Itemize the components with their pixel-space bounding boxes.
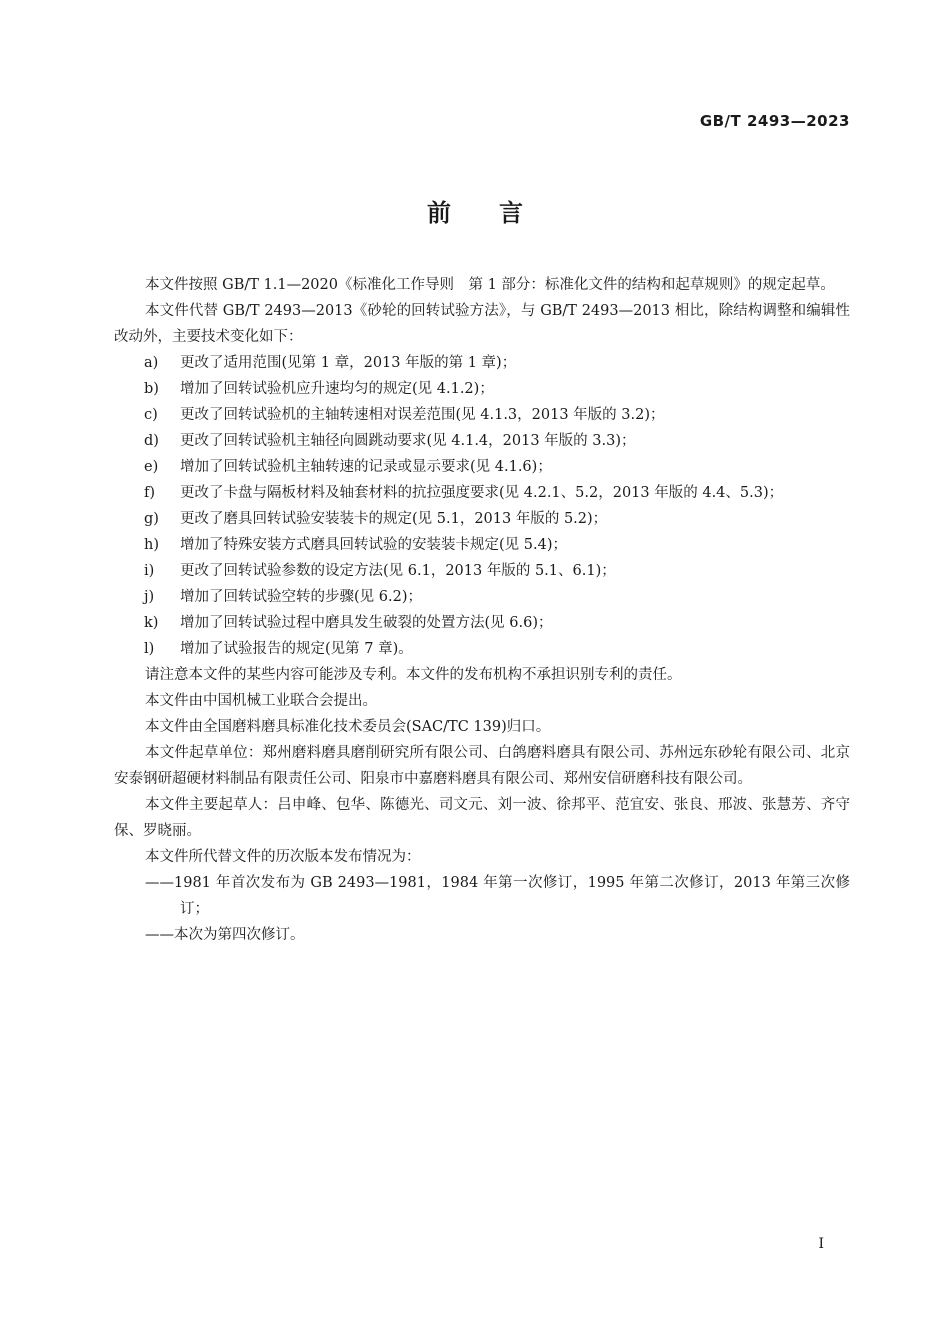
page-number: I: [818, 1236, 824, 1252]
list-item: [114, 610, 850, 636]
paragraph-proposed-by: 本文件由中国机械工业联合会提出。: [145, 693, 377, 709]
paragraph-drafters: 本文件主要起草人：吕申峰、包华、陈德光、司文元、刘一波、徐邦平、范宜安、张良、邢波、张慧芳、齐守保、罗晓丽。: [114, 797, 850, 839]
list-marker: j): [144, 589, 155, 605]
list-item-text: 更改了适用范围(见第 1 章，2013 年版的第 1 章)；: [180, 355, 517, 371]
list-item-text: 增加了回转试验机主轴转速的记录或显示要求(见 4.1.6)；: [180, 459, 552, 475]
list-marker: e): [144, 459, 159, 475]
list-marker: b): [144, 381, 159, 397]
list-item: [114, 428, 850, 454]
paragraph-history-intro: 本文件所代替文件的历次版本发布情况为：: [145, 849, 421, 865]
list-item: [114, 558, 850, 584]
document-body: [114, 272, 850, 948]
page-title: 前言: [427, 199, 571, 227]
paragraph-committee: 本文件由全国磨料磨具标准化技术委员会(SAC/TC 139)归口。: [145, 719, 551, 735]
list-item: [114, 636, 850, 662]
list-item: [114, 376, 850, 402]
list-item-text: 更改了回转试验参数的设定方法(见 6.1，2013 年版的 5.1、6.1)；: [180, 563, 616, 579]
list-marker: f): [144, 485, 156, 501]
list-marker: i): [144, 563, 155, 579]
list-item-text: 更改了磨具回转试验安装装卡的规定(见 5.1，2013 年版的 5.2)；: [180, 511, 608, 527]
list-item: [114, 480, 850, 506]
list-marker: a): [144, 355, 159, 371]
paragraph-replaces: 本文件代替 GB/T 2493—2013《砂轮的回转试验方法》，与 GB/T 2493—2013 相比，除结构调整和编辑性改动外，主要技术变化如下：: [114, 303, 850, 345]
list-item: [114, 350, 850, 376]
list-item-text: 更改了回转试验机的主轴转速相对误差范围(见 4.1.3，2013 年版的 3.2)；: [180, 407, 665, 423]
standard-number: GB/T 2493—2023: [699, 112, 850, 130]
list-item-text: 更改了回转试验机主轴径向圆跳动要求(见 4.1.4，2013 年版的 3.3)；: [180, 433, 636, 449]
list-item: [114, 584, 850, 610]
list-marker: d): [144, 433, 159, 449]
list-item-text: 更改了卡盘与隔板材料及轴套材料的抗拉强度要求(见 4.2.1、5.2，2013 年版的 4.4、5.3)；: [180, 485, 784, 501]
list-item: [114, 402, 850, 428]
list-item-text: 增加了试验报告的规定(见第 7 章)。: [180, 641, 413, 657]
list-marker: k): [144, 615, 159, 631]
history-item: ——本次为第四次修订。: [145, 927, 305, 943]
list-marker: h): [144, 537, 159, 553]
list-item: [114, 506, 850, 532]
list-marker: l): [144, 641, 155, 657]
paragraph-patent-notice: 请注意本文件的某些内容可能涉及专利。本文件的发布机构不承担识别专利的责任。: [145, 667, 682, 683]
list-marker: g): [144, 511, 159, 527]
list-marker: c): [144, 407, 158, 423]
list-item-text: 增加了回转试验机应升速均匀的规定(见 4.1.2)；: [180, 381, 494, 397]
list-item-text: 增加了回转试验过程中磨具发生破裂的处置方法(见 6.6)；: [180, 615, 553, 631]
list-item-text: 增加了回转试验空转的步骤(见 6.2)；: [180, 589, 422, 605]
list-item: [114, 454, 850, 480]
paragraph-drafting-rules: 本文件按照 GB/T 1.1—2020《标准化工作导则 第 1 部分：标准化文件的结构和起草规则》的规定起草。: [145, 277, 835, 293]
history-item: ——1981 年首次发布为 GB 2493—1981，1984 年第一次修订，1995 年第二次修订，2013 年第三次修订；: [145, 875, 850, 917]
paragraph-drafting-units: 本文件起草单位：郑州磨料磨具磨削研究所有限公司、白鸽磨料磨具有限公司、苏州远东砂轮有限公司、北京安泰钢研超硬材料制品有限责任公司、阳泉市中嘉磨料磨具有限公司、郑州安信研磨科技有限公司。: [114, 745, 850, 787]
list-item: [114, 532, 850, 558]
changes-list: [114, 350, 850, 662]
list-item-text: 增加了特殊安装方式磨具回转试验的安装装卡规定(见 5.4)；: [180, 537, 567, 553]
